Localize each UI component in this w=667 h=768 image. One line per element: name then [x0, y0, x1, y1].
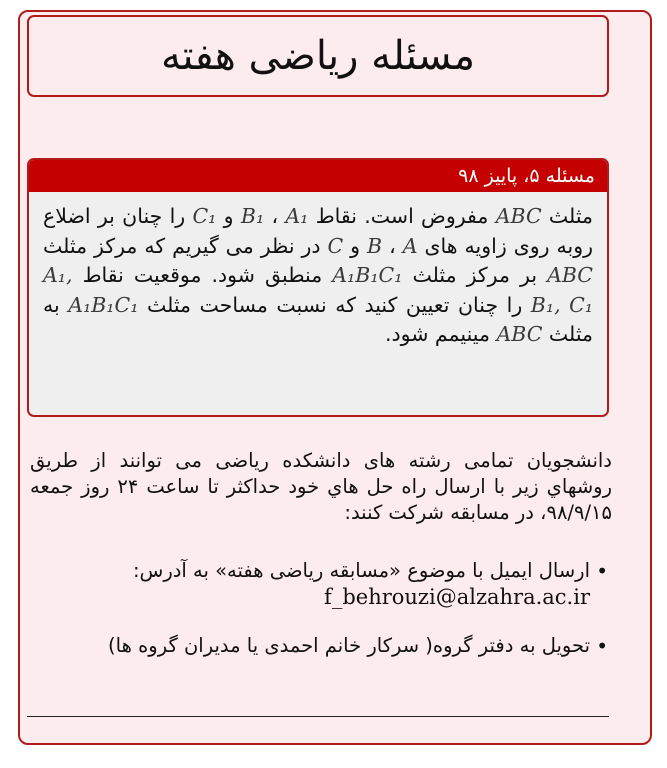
submission-methods-list: [30, 558, 608, 681]
math-abc: ABC: [496, 322, 543, 346]
math-c1: C₁: [192, 204, 217, 228]
problem-text-part: را چنان تعیین کنید که نسبت مساحت مثلث: [138, 292, 531, 317]
list-item-office: [30, 633, 590, 659]
math-c: C: [327, 233, 344, 258]
problem-text-part: مفروض است. نقاط: [308, 204, 496, 228]
math-abc: ABC: [547, 263, 593, 287]
problem-header: مسئله ۵، پاییز ۹۸: [29, 160, 607, 192]
problem-text-part: بر مرکز مثلث: [402, 263, 548, 287]
math-abc: ABC: [495, 204, 542, 228]
math-a1: A₁: [285, 204, 309, 228]
email-instruction: ارسال ایمیل با موضوع «مسابقه ریاضی هفته» به آدرس:: [132, 559, 590, 582]
math-b1: B₁: [240, 204, 265, 228]
title-box: [27, 15, 609, 97]
problem-text-part: به مثلث: [43, 292, 593, 346]
problem-text-part: منطبق شود. موقعیت نقاط: [72, 263, 333, 287]
submission-info: دانشجویان تمامی رشته های دانشکده ریاضی می توانند از طریق روشهاي زیر با ارسال راه حل هاي خود حداکثر تا ساعت ۲۴ روز جمعه ۹۸/۹/۱۵، در مسابقه شرکت کنند:: [30, 449, 612, 524]
math-b: B: [367, 233, 383, 258]
math-points-list: A₁, B₁, C₁: [43, 263, 594, 317]
problem-text-part: و: [216, 204, 241, 228]
problem-text-part: و: [343, 233, 368, 258]
problem-text-part: در نظر می گیریم که مرکز مثلث: [43, 233, 328, 258]
list-item-email: [30, 558, 590, 611]
office-instruction: تحویل به دفتر گروه( سرکار خانم احمدی یا مدیران گروه ها): [108, 634, 590, 657]
problem-text-part: مینیمم شود.: [384, 322, 497, 346]
problem-text-part: مثلث: [541, 204, 594, 228]
math-a1b1c1: A₁B₁C₁: [332, 263, 403, 287]
problem-text-part: را چنان بر اضلاع روبه روی زاویه های: [43, 204, 594, 258]
problem-text-part: ،: [264, 204, 286, 228]
problem-text: [29, 192, 607, 350]
page-title: مسئله ریاضی هفته: [160, 33, 476, 79]
footer-divider: [27, 716, 609, 717]
math-a1b1c1: A₁B₁C₁: [68, 292, 139, 317]
email-address-link[interactable]: f_behrouzi@alzahra.ac.ir: [324, 585, 590, 609]
math-a: A: [402, 233, 418, 258]
problem-box: [27, 158, 609, 417]
problem-text-part: ،: [382, 233, 403, 258]
